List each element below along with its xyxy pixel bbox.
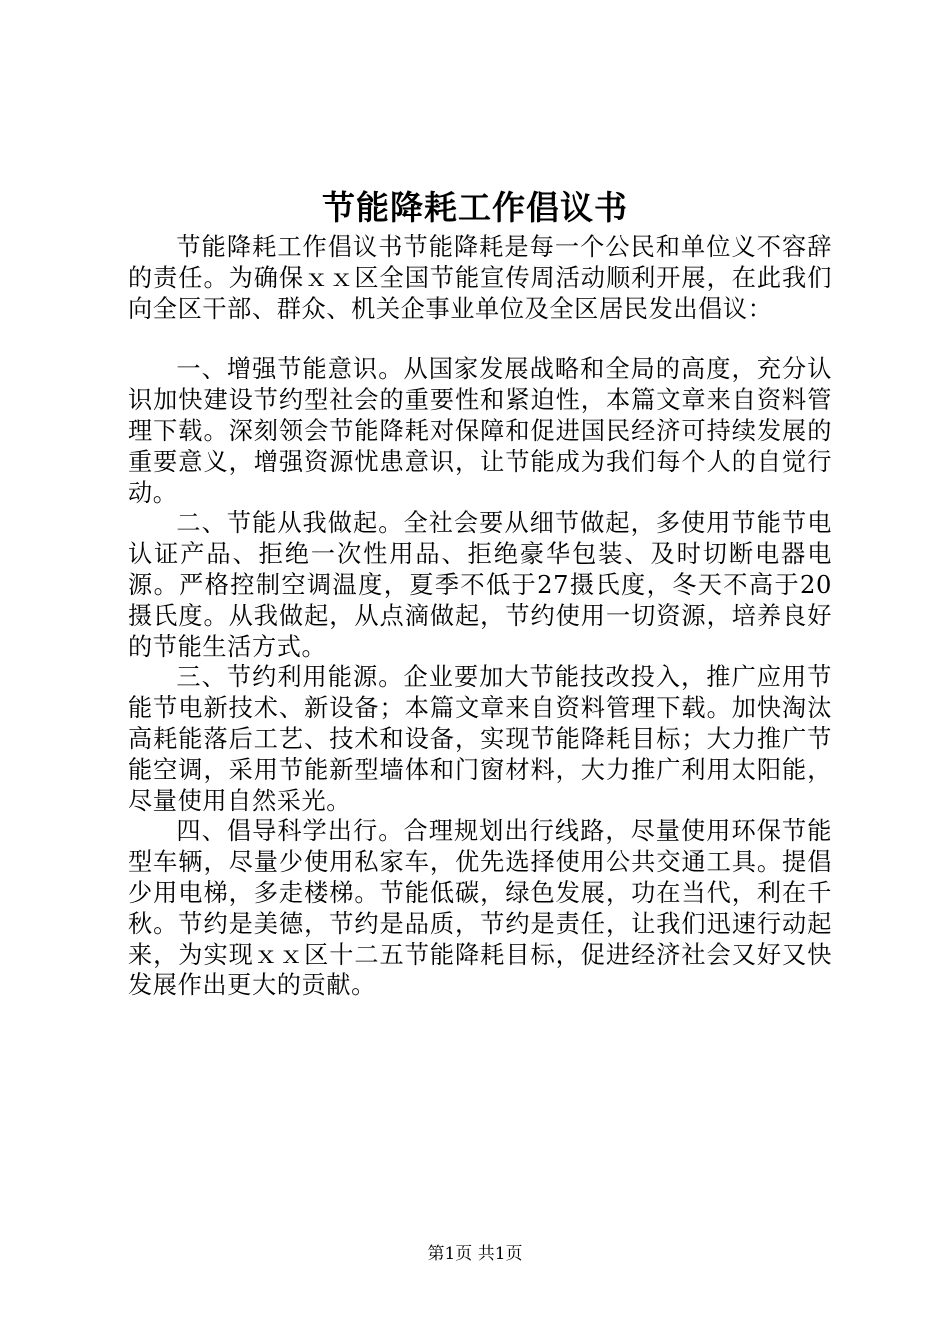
paragraph-point-1: 一、增强节能意识。从国家发展战略和全局的高度，充分认识加快建设节约型社会的重要性和紧迫性，本篇文章来自资料管理下载。深刻领会节能降耗对保障和促进国民经济可持续发展的重要意义，增强资源忧患意识，让节能成为我们每个人的自觉行动。 <box>128 355 832 507</box>
paragraph-intro: 节能降耗工作倡议书节能降耗是每一个公民和单位义不容辞的责任。为确保ｘｘ区全国节能宣传周活动顺利开展，在此我们向全区干部、群众、机关企事业单位及全区居民发出倡议： <box>128 233 832 323</box>
document-title: 节能降耗工作倡议书 <box>322 188 628 227</box>
paragraph-point-3: 三、节约利用能源。企业要加大节能技改投入，推广应用节能节电新技术、新设备；本篇文章来自资料管理下载。加快淘汰高耗能落后工艺、技术和设备，实现节能降耗目标；大力推广节能空调，采用节能新型墙体和门窗材料，大力推广利用太阳能，尽量使用自然采光。 <box>128 663 832 815</box>
paragraph-point-2: 二、节能从我做起。全社会要从细节做起，多使用节能节电认证产品、拒绝一次性用品、拒绝豪华包装、及时切断电器电源。严格控制空调温度，夏季不低于27摄氏度，冬天不高于20摄氏度。从我做起，从点滴做起，节约使用一切资源，培养良好的节能生活方式。 <box>128 509 832 661</box>
paragraph-point-4: 四、倡导科学出行。合理规划出行线路，尽量使用环保节能型车辆，尽量少使用私家车，优先选择使用公共交通工具。提倡少用电梯，多走楼梯。节能低碳，绿色发展，功在当代，利在千秋。节约是美德，节约是品质，节约是责任，让我们迅速行动起来，为实现ｘｘ区十二五节能降耗目标，促进经济社会又好又快发展作出更大的贡献。 <box>128 817 832 1000</box>
page-number: 第1页 共1页 <box>427 1244 523 1264</box>
document-body <box>128 232 832 1001</box>
page-footer <box>0 1242 950 1266</box>
